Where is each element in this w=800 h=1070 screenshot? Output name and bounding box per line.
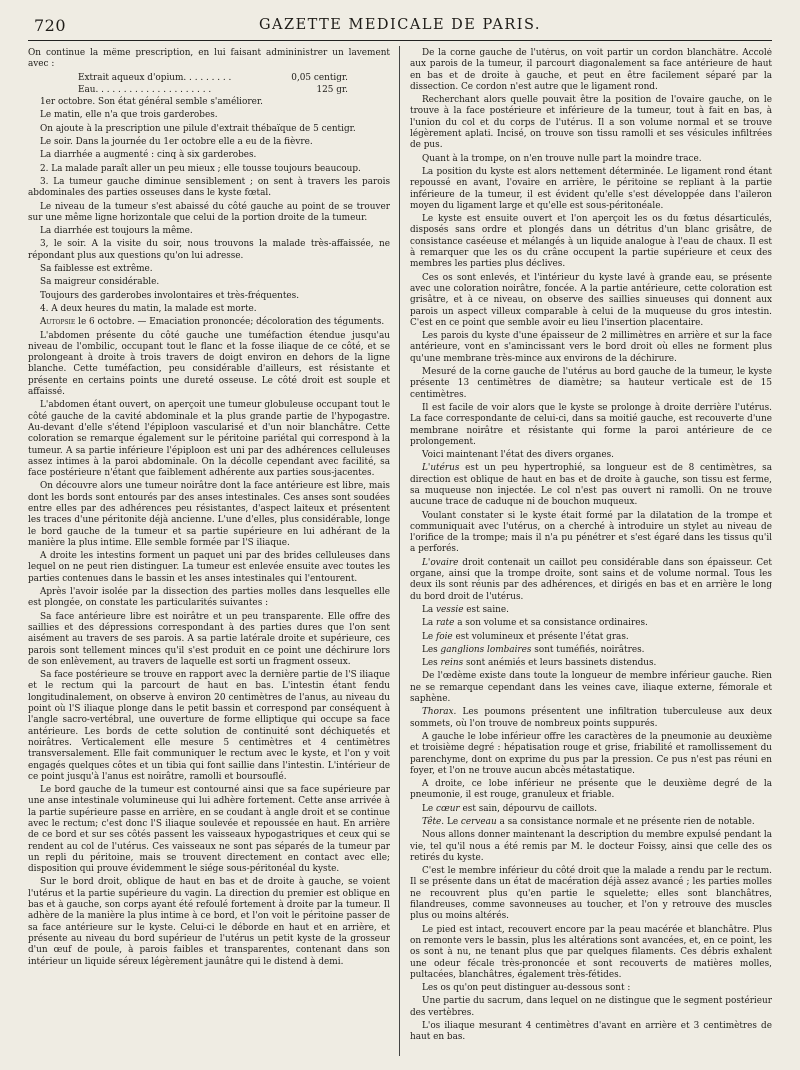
paragraph: Le kyste est ensuite ouvert et l'on aperçoit les os du fœtus désarticulés, disposés sans ordre et plongés dans un détritus d'un blanc grisâtre, de consistance caséeuse et mélangés à un liquide analogue à l'eau de chaux. Il est à remarquer que les os du crâne occupent la partie supérieure et ceux des membres les parties plus déclives.	[410, 214, 772, 270]
paragraph: L'os iliaque mesurant 4 centimètres d'avant en arrière et 3 centimètres de haut en bas.	[410, 1021, 772, 1043]
spleen-paragraph	[410, 618, 772, 629]
paragraph: On continue la même prescription, en lui faisant admininistrer un lavement avec :	[28, 48, 390, 70]
paragraph: Sa faiblesse est extrême.	[40, 264, 153, 275]
paragraph: Recherchant alors quelle pouvait être la position de l'ovaire gauche, on le trouve à la face postérieure et inférieure de la tumeur, tout à fait en bas, à l'union du col et du corps de l'utérus. Il a son volume normal et se trouve légèrement aplati. Incisé, on trouve son tissu ramolli et ses vésicules infiltrées de pus.	[410, 95, 772, 151]
paragraph: Voici maintenant l'état des divers organes.	[422, 450, 614, 461]
paragraph: De la corne gauche de l'utérus, on voit partir un cordon blanchâtre. Accolé aux parois de la tumeur, il parcourt diagonalement sa face antérieure de haut en bas et de droite à gauche, et peut en être facilement séparé par la dissection. Ce cordon n'est autre que le ligament rond.	[410, 48, 772, 92]
paragraph-text: droit contenait un caillot peu considérable dans son épaisseur. Cet organe, ainsi que la trompe droite, sont sains et de volume normal. Tous les deux ils sont réunis par des adhérences, et dirigés en bas et en arrière le long du bord droit de l'utérus.	[410, 557, 772, 602]
organ-term: foie	[435, 631, 453, 642]
column-divider	[399, 46, 400, 1056]
autopsy-text: le 6 octobre. — Emaciation prononcée; décoloration des téguments.	[75, 317, 385, 328]
paragraph: Sa face postérieure se trouve en rapport avec la dernière partie de l'S iliaque et le rectum qui la parcourt de haut en bas. L'intestin étant fendu longitudinalement, on observe à environ 20 centimètres de l'anus, au niveau du point où l'S iliaque plonge dans le petit bassin et correspond par conséquent à l'angle sacro-vertébral, une ouverture de forme elliptique qui occupe sa face antérieure. Les bords de cette solution de continuité sont déchiquetés et noirâtres. Verticalement elle mesure 5 centimètres et 4 centimètres transversalement. Elle fait communiquer le rectum avec le kyste, et l'on y voit engagés quelques côtes et un tibia qui font saillie dans l'intestin. L'intérieur de ce point jusqu'à l'anus est noirâtre, ramolli et boursouflé.	[28, 670, 390, 782]
paragraph: A droite les intestins forment un paquet uni par des brides celluleuses dans lequel on ne peut rien distinguer. La tumeur est enlevée ensuite avec toutes les parties contenues dans le bassin et les anses intestinales qui l'entourent.	[28, 551, 390, 584]
paragraph-text: est volumineux et présente l'état gras.	[452, 631, 629, 642]
article: La	[422, 618, 437, 629]
right-column	[410, 48, 772, 1056]
paragraph: Sur le bord droit, oblique de haut en bas et de droite à gauche, se voient l'utérus et la partie supérieure du vagin. La direction du premier est oblique en bas et à gauche, son corps ayant été refoulé fortement à droite par la tumeur. Il adhère de la manière la plus intime à ce bord, et l'on voit le péritoine passer de sa face antérieure sur le kyste. Celui-ci le déborde en haut et en arrière, et présente au niveau du bord supérieur de l'utérus un petit kyste de la grosseur d'un œuf de poule, à parois faibles et transparentes, contenant dans son intérieur un liquide séreux légèrement jaunâtre qui le distend à demi.	[28, 877, 390, 967]
paragraph: Nous allons donner maintenant la description du membre expulsé pendant la vie, tel qu'il nous a été remis par M. le docteur Foissy, ainsi que celle des os retirés du kyste.	[410, 830, 772, 863]
paragraph: Le soir. Dans la journée du 1er octobre elle a eu de la fièvre.	[40, 137, 313, 148]
paragraph-text: sont tuméfiés, noirâtres.	[531, 644, 645, 655]
paragraph: Une partie du sacrum, dans lequel on ne distingue que le segment postérieur des vertèbres.	[410, 996, 772, 1018]
paragraph: 4. A deux heures du matin, la malade est morte.	[40, 303, 257, 314]
paragraph: Quant à la trompe, on n'en trouve nulle part la moindre trace.	[422, 153, 702, 164]
paragraph: 3, le soir. A la visite du soir, nous trouvons la malade très-affaissée, ne répondant plus aux questions qu'on lui adresse.	[28, 239, 390, 261]
autopsy-paragraph	[28, 317, 390, 328]
paragraph-text: a sa consistance normale et ne présente rien de notable.	[496, 817, 755, 827]
paragraph: De l'œdème existe dans toute la longueur de membre inférieur gauche. Rien ne se remarque cependant dans les veines cave, iliaque externe, fémorale et saphène.	[410, 671, 772, 705]
paragraph-text: a son volume et sa consistance ordinaires.	[454, 618, 648, 629]
article: Le	[422, 631, 436, 642]
prescription-dose: 125 gr.	[316, 84, 348, 95]
paragraph: Ces os sont enlevés, et l'intérieur du kyste lavé à grande eau, se présente avec une coloration noirâtre, foncée. A la partie antérieure, cette coloration est grisâtre, et à ce niveau, on observe des saillies sinueuses qui donnent aux parois un aspect villeux comparable à celui de la muqueuse du gros intestin. C'est en ce point que semble avoir eu lieu l'insertion placentaire.	[410, 272, 772, 328]
prescription-line	[78, 85, 348, 96]
autopsy-heading: Autopsie	[40, 317, 76, 328]
paragraph: A gauche le lobe inférieur offre les caractères de la pneumonie au deuxième et troisième degré : hépatisation rouge et grise, friabilité et ramollissement du parenchyme, dont on exprime du pus par la pression. Ce pus n'est pas réuni en foyer, et l'on ne trouve aucun abcès métastatique.	[410, 731, 772, 776]
ovary-paragraph	[410, 558, 772, 603]
paragraph: 2. La malade paraît aller un peu mieux ; elle tousse toujours beaucoup.	[40, 163, 361, 174]
paragraph: A droite, ce lobe inférieur ne présente que le deuxième degré de la pneumonie, il est rouge, granuleux et friable.	[410, 779, 772, 801]
paragraph: Le matin, elle n'a que trois garderobes.	[40, 110, 218, 121]
page-header	[28, 14, 772, 41]
prescription-dose: 0,05 centigr.	[291, 72, 348, 83]
paragraph: Toujours des garderobes involontaires et très-fréquentes.	[40, 290, 300, 301]
kidneys-paragraph	[410, 658, 772, 669]
paragraph: La position du kyste est alors nettement déterminée. Le ligament rond étant repoussé en avant, l'ovaire en arrière, le péritoine se repliant à la partie inférieure de la tumeur, il est évident qu'elle s'est développée dans l'aileron moyen du ligament large et qu'elle est sous-péritonéale.	[410, 166, 772, 211]
paragraph: Après l'avoir isolée par la dissection des parties molles dans lesquelles elle est plongée, on constate les particularités suivantes :	[28, 587, 390, 609]
bladder-paragraph	[410, 605, 772, 616]
paragraph: 3. La tumeur gauche diminue sensiblement ; on sent à travers les parois abdominales des parties osseuses dans le kyste fœtal.	[28, 176, 390, 199]
paragraph: Sa maigreur considérable.	[40, 277, 160, 288]
article: Les	[422, 658, 441, 669]
left-column	[28, 48, 390, 1056]
prescription-ingredient: Eau. . . . . . . . . . . . . . . . . . . . .	[78, 84, 212, 95]
page-number: 720	[34, 16, 67, 35]
head-paragraph	[410, 817, 772, 828]
uterus-paragraph	[410, 463, 772, 508]
paragraph: C'est le membre inférieur du côté droit que la malade a rendu par le rectum. Il se présente dans un état de macération déjà assez avancé ; les parties molles ne recouvrent plus qu'en partie le squelette; elles sont blanchâtres, filandreuses, comme savonneuses au toucher, et l'on y retrouve des muscles plus ou moins altérés.	[410, 866, 772, 922]
article: Le	[444, 817, 461, 827]
thorax-paragraph	[410, 707, 772, 730]
running-title: GAZETTE MEDICALE DE PARIS.	[258, 17, 542, 33]
paragraph: La diarrhée a augmenté : cinq à six garderobes.	[40, 150, 257, 161]
paragraph-text: Les poumons présentent une infiltration tuberculeuse aux deux sommets, où l'on trouve de nombreux points suppurés.	[410, 707, 772, 729]
prescription-ingredient: Extrait aqueux d'opium. . . . . . . . .	[78, 72, 232, 83]
paragraph: L'abdomen présente du côté gauche une tuméfaction étendue jusqu'au niveau de l'ombilic, occupant tout le flanc et la fosse iliaque de ce côté, et se prolongeant à droite à trois travers de doigt environ en dehors de la ligne blanche. Cette tuméfaction, peu considérable d'ailleurs, est résistante et présente en certains points une dureté osseuse. Le côté droit est souple et affaissé.	[28, 330, 390, 398]
article: Le	[422, 803, 436, 814]
paragraph: On découvre alors une tumeur noirâtre dont la face antérieure est libre, mais dont les bords sont entourés par des anses intestinales. Ces anses sont soudées entre elles par des adhérences peu résistantes, d'aspect laiteux et présentent les traces d'une péritonite déjà ancienne. L'une d'elles, plus considérable, longe le bord gauche de la tumeur et sa partie supérieure en lui adhérant de la manière la plus intime. Elle semble formée par l'S iliaque.	[28, 481, 390, 548]
paragraph: Il est facile de voir alors que le kyste se prolonge à droite derrière l'utérus. La face correspondante de celui-ci, dans sa moitié gauche, est recouverte d'une membrane noirâtre et résistante qui forme la paroi antérieure de ce prolongement.	[410, 402, 772, 447]
paragraph: Le bord gauche de la tumeur est contourné ainsi que sa face supérieure par une anse intestinale volumineuse qui lui adhère fortement. Cette anse arrivée à la partie supérieure passe en arrière, en se coudant à angle droit et se continue avec le rectum; c'est donc l'S iliaque soulevée et repoussée en haut. En arrière de ce bord et sur ses côtés passent les vaisseaux hypogastriques et ceux qui se rendent au col de l'utérus. Ces vaisseaux ne sont pas séparés de la tumeur par un repli du péritoine, mais se trouvent directement en contact avec elle; disposition qui prouve évidemment le siége sous-péritonéal du kyste.	[28, 785, 390, 875]
organ-term: cœur	[435, 803, 460, 814]
organ-term: L'ovaire	[422, 557, 459, 568]
section-term: Tête.	[422, 817, 445, 827]
paragraph-text: sont anémiés et leurs bassinets distendus.	[463, 658, 657, 669]
article: Les	[422, 644, 441, 655]
paragraph-text: est saine.	[463, 604, 509, 615]
paragraph: 1er octobre. Son état général semble s'améliorer.	[40, 97, 263, 108]
organ-term: rate	[436, 618, 455, 629]
paragraph: L'abdomen étant ouvert, on aperçoit une tumeur globuleuse occupant tout le côté gauche de la cavité abdominale et la plus grande partie de l'hypogastre. Au-devant d'elle s'étend l'épiploon vascularisé et d'un noir blanchâtre. Cette coloration se remarque également sur le péritoine pariétal qui correspond à la tumeur. A sa partie inférieure l'épiploon est uni par des adhérences celluleuses assez intimes à la paroi abdominale. On la décolle cependant avec facilité, sa face postérieure n'étant que faiblement adhérente aux parties sous-jacentes.	[28, 400, 390, 479]
paragraph: La diarrhée est toujours la même.	[40, 226, 193, 237]
paragraph: Le pied est intact, recouvert encore par la peau macérée et blanchâtre. Plus on remonte vers le bassin, plus les altérations sont avancées, et, en ce point, les os sont à nu, ne tenant plus que par quelques filaments. Ces débris exhalent une odeur fécale très-prononcée et sont recouverts de matières molles, pultacées, blanchâtres, également très-fétides.	[410, 924, 772, 980]
heart-paragraph	[410, 804, 772, 815]
paragraph: Le niveau de la tumeur s'est abaissé du côté gauche au point de se trouver sur une même ligne horizontale que celui de la portion droite de la tumeur.	[28, 201, 390, 223]
paragraph-text: est sain, dépourvu de caillots.	[459, 803, 598, 814]
organ-term: reins	[440, 658, 464, 669]
organ-term: ganglions lombaires	[440, 644, 532, 655]
paragraph: Mesuré de la corne gauche de l'utérus au bord gauche de la tumeur, le kyste présente 13 centimètres de diamètre; sa hauteur verticale est de 15 centimètres.	[410, 367, 772, 400]
paragraph: Sa face antérieure libre est noirâtre et un peu transparente. Elle offre des saillies et des dépressions correspondant à des parties dures que l'on sent aisément au travers de ses parois. A sa partie latérale droite et supérieure, ces parois sont tellement minces qu'il s'est produit en ce point une déchirure lors de son enlèvement, au travers de laquelle est sorti un fragment osseux.	[28, 611, 390, 667]
paragraph: Les os qu'on peut distinguer au-dessous sont :	[422, 983, 631, 994]
paragraph: On ajoute à la prescription une pilule d'extrait thébaïque de 5 centigr.	[40, 123, 356, 134]
organ-term: vessie	[436, 604, 464, 615]
organ-term: L'utérus	[422, 463, 460, 474]
ganglia-paragraph	[410, 645, 772, 656]
organ-term: cerveau	[460, 817, 497, 827]
prescription-line	[78, 73, 348, 84]
paragraph-text: est un peu hypertrophié, sa longueur est de 8 centimètres, sa direction est oblique de haut en bas et de droite à gauche, son tissu est ferme, sa muqueuse non injectée. Le col n'est pas ouvert ni ramolli. On ne trouve aucune trace de caduque ni de bouchon muqueux.	[410, 463, 772, 508]
paragraph: Les parois du kyste d'une épaisseur de 2 millimètres en arrière et sur la face antérieure, vont en s'amincissant vers le bord droit où elles ne forment plus qu'une membrane très-mince aux environs de la déchirure.	[410, 331, 772, 364]
section-term: Thorax.	[422, 707, 457, 718]
article: La	[422, 604, 437, 615]
paragraph: Voulant constater si le kyste était formé par la dilatation de la trompe et communiquait avec l'utérus, on a cherché à introduire un stylet au niveau de l'orifice de la trompe; mais il n'a pu pénétrer et s'est égaré dans les tissus qu'il a perforés.	[410, 510, 772, 555]
liver-paragraph	[410, 632, 772, 643]
